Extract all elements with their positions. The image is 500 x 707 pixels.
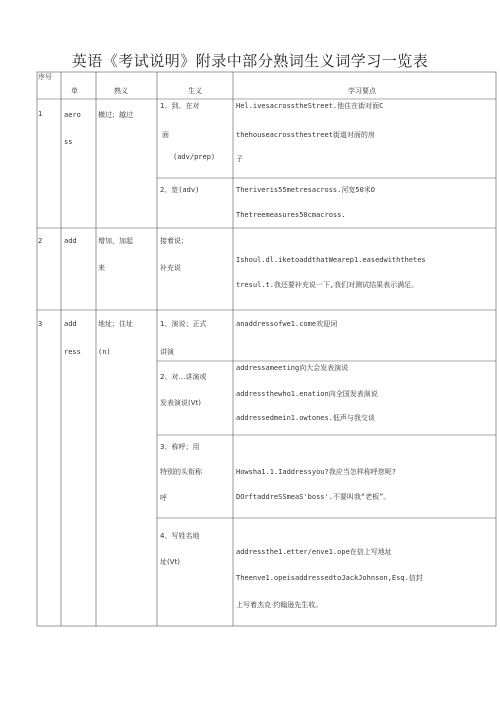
row-3-sense-3-example-2: DOrftaddreSSmeaS'boss'.不要叫我“老板”。 bbox=[236, 493, 391, 501]
row-3-familiar-line-2: (n) bbox=[98, 348, 111, 356]
row-1-sense-1-example-3: 子 bbox=[236, 155, 243, 163]
row-2-sense-1-meaning-line-2: 补充说 bbox=[160, 264, 181, 272]
row-1-sense-1-meaning-line-1: 1、到、在对 bbox=[160, 102, 200, 110]
row-3-sense-3-meaning-line-1: 3、称呼；用 bbox=[160, 443, 200, 451]
row-3-sense-3-example-1: Howsha1.1.Iaddressyou?我应当怎样称呼您呢? bbox=[236, 468, 396, 476]
row-2-familiar-line-1: 增加，加起 bbox=[98, 237, 133, 245]
row-3-sense-4-example-1: addressthe1.etter/enve1.ope在信上写地址 bbox=[236, 548, 392, 556]
page-title: 英语《考试说明》附录中部分熟词生义词学习一览表 bbox=[71, 52, 429, 70]
row-3-sense-2-example-1: addressameeting向大会发表演说 bbox=[236, 364, 349, 372]
row-3-sense-1-meaning-line-1: 1、演说；正式 bbox=[160, 320, 207, 328]
row-3-sense-4-example-2: Theenve1.opeisaddressedtoJackJohnson,Esq.信封 bbox=[236, 574, 423, 582]
row-3-sense-4-meaning-line-1: 4、写姓名地 bbox=[160, 532, 200, 540]
row-3-sense-4-example-3: 上写着杰克·约翰逊先生收。 bbox=[236, 601, 323, 609]
row-3-sense-1-example-1: anaddressofwe1.come欢迎词 bbox=[236, 320, 338, 328]
header-word: 单 bbox=[71, 87, 78, 95]
row-1-sense-2-example-1: Theriveris55metresacross.河宽50米O bbox=[236, 186, 376, 194]
row-1-word-line-1: aero bbox=[64, 111, 81, 119]
row-1-sense-1-example-1: Hel.ivesacrosstheStreet.他住在街对面C bbox=[236, 102, 384, 110]
row-1-familiar: 横过；越过 bbox=[98, 111, 133, 119]
row-3-seq: 3 bbox=[38, 320, 43, 328]
row-3-sense-2-example-3: addressedmein1.owtones.低声与我交谈 bbox=[236, 414, 375, 422]
row-3-sense-3-meaning-line-2: 特别的头衔称 bbox=[160, 468, 202, 476]
row-3-sense-2-example-2: addressthewho1.enation向全国发表演说 bbox=[236, 390, 378, 398]
row-2-sense-1-example-1: Ishoul.dl.iketoaddthatWearep1.easedwiththetes bbox=[236, 256, 426, 264]
row-1-sense-1-meaning-line-3: (adv/prep) bbox=[173, 153, 216, 161]
row-2-familiar-line-2: 来 bbox=[98, 264, 105, 272]
row-2-sense-1-meaning-line-1: 接着说； bbox=[160, 237, 188, 245]
row-3-sense-2-meaning-line-1: 2、对…讲演或 bbox=[160, 373, 207, 381]
row-3-sense-2-meaning-line-2: 发表演说(Vt) bbox=[160, 399, 201, 407]
row-3-sense-1-meaning-line-2: 讲演 bbox=[160, 348, 174, 356]
row-3-sense-4-meaning-line-2: 址(Vt) bbox=[160, 558, 180, 566]
row-3-familiar-line-1: 地址；住址 bbox=[98, 320, 133, 328]
row-2-sense-1-example-2: tresul.t.我还要补充说一下,我们对测试结果表示满足。 bbox=[236, 281, 419, 289]
row-1-sense-1-example-2: thehouseacrossthestreet街道对面的房 bbox=[236, 131, 375, 139]
row-3-sense-3-meaning-line-3: 呼 bbox=[160, 494, 167, 502]
row-3-word-line-1: add bbox=[64, 320, 77, 328]
row-1-sense-1-meaning-line-2: 面 bbox=[162, 131, 169, 139]
row-1-seq: 1 bbox=[38, 110, 43, 118]
row-2-word: add bbox=[64, 237, 77, 245]
header-seq: 序号 bbox=[38, 73, 52, 81]
row-2-seq: 2 bbox=[38, 237, 43, 245]
header-familiar: 熟义 bbox=[114, 87, 128, 95]
header-key-points: 学习要点 bbox=[348, 87, 376, 95]
row-1-sense-2-meaning: 2、宽(adv) bbox=[160, 186, 200, 194]
row-3-word-line-2: ress bbox=[64, 348, 81, 356]
row-1-sense-2-example-2: Thetreemeasures50cmacross. bbox=[236, 211, 346, 219]
row-1-word-line-2: ss bbox=[64, 138, 73, 146]
header-new-meaning: 生义 bbox=[188, 87, 202, 95]
